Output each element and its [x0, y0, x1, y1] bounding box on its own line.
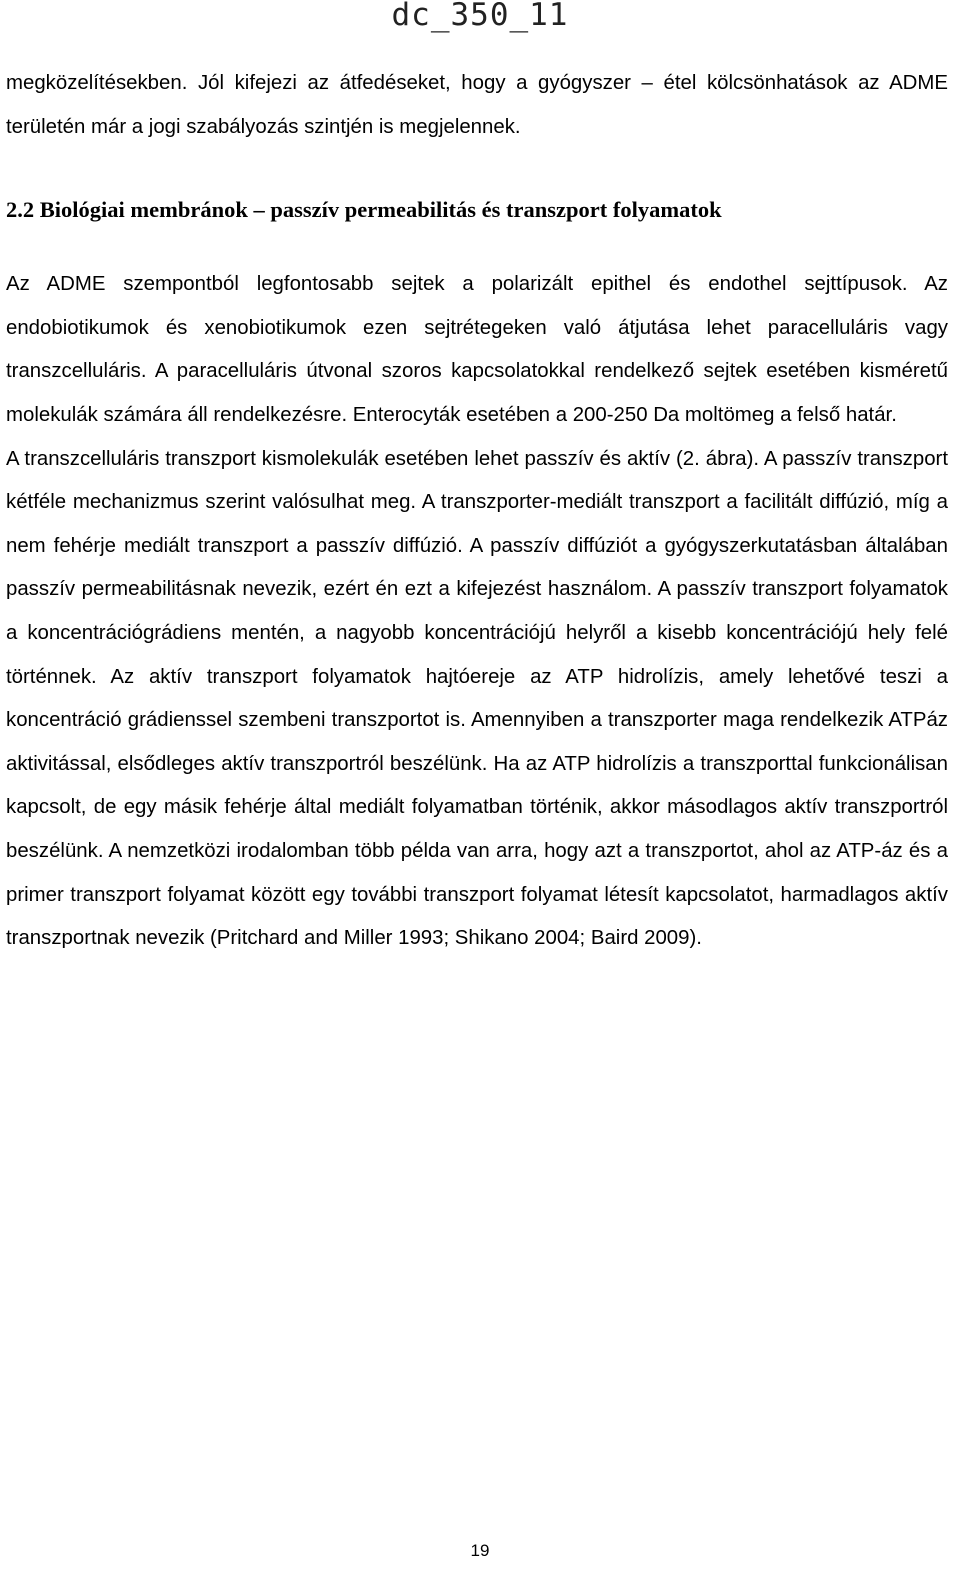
- intro-paragraph: megközelítésekben. Jól kifejezi az átfedéseket, hogy a gyógyszer – étel kölcsönhatások az ADME területén már a jogi szabályozás szintjén is megjelennek.: [6, 72, 948, 138]
- paragraph-cell-types: Az ADME szempontból legfontosabb sejtek a polarizált epithel és endothel sejttípusok. Az endobiotikumok és xenobiotikumok ezen sejtrétegeken való átjutása lehet paracelluláris vagy transzcelluláris. A paracelluláris útvonal szoros kapcsolatokkal rendelkező sejtek esetében kisméretű molekulák számára áll rendelkezésre. Enterocyták esetében a 200-250 Da moltömeg a felső határ.: [6, 273, 948, 426]
- document-code-header: dc_350_11: [391, 0, 569, 33]
- page-body: [6, 62, 948, 961]
- page-number: 19: [470, 1541, 490, 1560]
- paragraph-transcellular-transport: A transzcelluláris transzport kismolekulák esetében lehet passzív és aktív (2. ábra). A passzív transzport kétféle mechanizmus szerint valósulhat meg. A transzporter-mediált transzport a facilitált diffúzió, míg a nem fehérje mediált transzport a passzív diffúzió. A passzív diffúziót a gyógyszerkutatásban általában passzív permeabilitásnak nevezik, ezért én ezt a kifejezést használom. A passzív transzport folyamatok a koncentrációgrádiens mentén, a nagyobb koncentrációjú helyről a kisebb koncentrációjú hely felé történnek. Az aktív transzport folyamatok hajtóereje az ATP hidrolízis, amely lehetővé teszi a koncentráció grádienssel szembeni transzportot is. Amennyiben a transzporter maga rendelkezik ATPáz aktivitással, elsődleges aktív transzportról beszélünk. Ha az ATP hidrolízis a transzporttal funkcionálisan kapcsolt, de egy másik fehérje által mediált folyamatban történik, akkor másodlagos aktív transzportról beszélünk. A nemzetközi irodalomban több példa van arra, hogy azt a transzportot, ahol az ATP-áz és a primer transzport folyamat között egy további transzport folyamat létesít kapcsolatot, harmadlagos aktív transzportnak nevezik (Pritchard and Miller 1993; Shikano 2004; Baird 2009).: [6, 447, 948, 950]
- section-heading: 2.2 Biológiai membránok – passzív permeabilitás és transzport folyamatok: [6, 197, 722, 223]
